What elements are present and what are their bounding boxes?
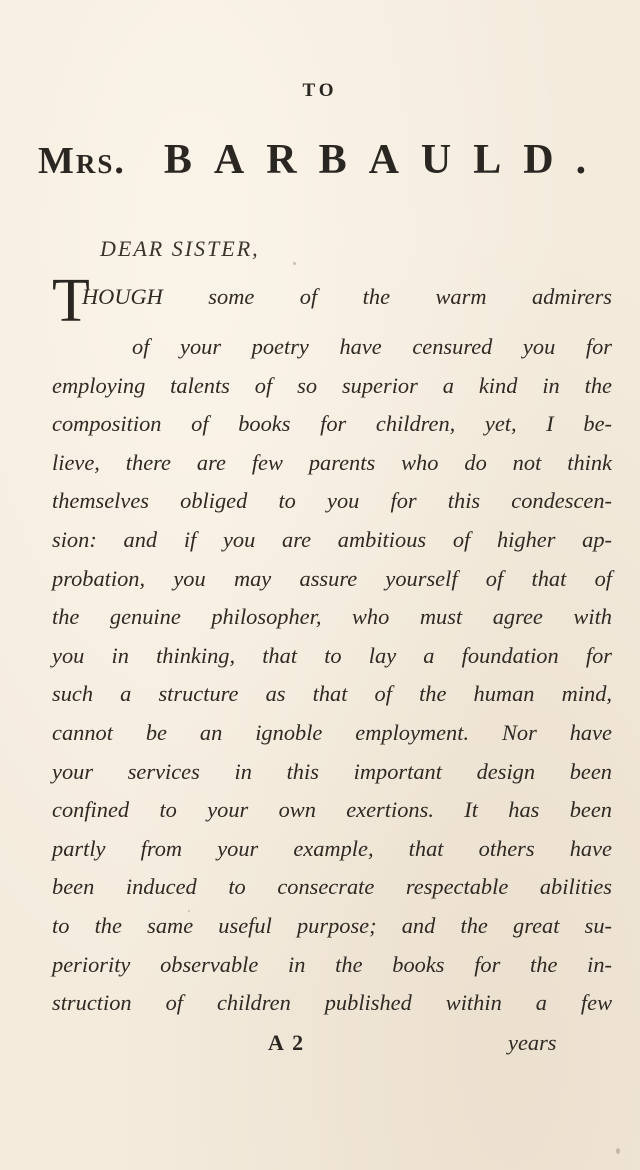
- text-line: the genuine philosopher, who must agree with: [52, 604, 612, 630]
- text-line: cannot be an ignoble employment. Nor have: [52, 719, 612, 745]
- paper-speck: [188, 910, 190, 912]
- text-line: sion: and if you are ambitious of higher ap-: [52, 526, 612, 552]
- text-line: periority observable in the books for the in-: [52, 951, 612, 977]
- drop-cap: T: [52, 267, 90, 335]
- text-line: composition of books for children, yet, I be-: [52, 411, 612, 437]
- text-line: to the same useful purpose; and the great su-: [52, 912, 612, 938]
- letter-body: [52, 267, 612, 1023]
- addressee-honorific: Mrs.: [38, 140, 126, 182]
- text-line: confined to your own exertions. It has been: [52, 797, 612, 823]
- page-foot: [0, 1030, 640, 1070]
- text-line: partly from your example, that others have: [52, 835, 612, 861]
- text-line: employing talents of so superior a kind in the: [52, 372, 612, 398]
- dedication-to: TO: [302, 80, 338, 101]
- text-line: such a structure as that of the human mind,: [52, 681, 612, 707]
- addressee-surname: BARBAULD.: [163, 137, 609, 183]
- first-line-text: HOUGH some of the warm admirers: [82, 284, 612, 309]
- first-line: [52, 267, 612, 335]
- text-line: of your poetry have censured you for: [132, 334, 612, 359]
- paper-speck: [616, 1148, 620, 1154]
- salutation: DEAR SISTER,: [100, 236, 260, 261]
- text-line: you in thinking, that to lay a foundation for: [52, 642, 612, 668]
- text-line: themselves obliged to you for this condescen-: [52, 488, 612, 514]
- signature-mark: A 2: [268, 1030, 306, 1055]
- catchword: years: [508, 1030, 557, 1055]
- dedication-addressee: [38, 136, 608, 184]
- text-line: your services in this important design been: [52, 758, 612, 784]
- text-line: struction of children published within a few: [52, 990, 612, 1016]
- paper-speck: [293, 262, 296, 265]
- text-line: been induced to consecrate respectable abilities: [52, 874, 612, 900]
- text-line: probation, you may assure yourself of that of: [52, 565, 612, 591]
- text-line: lieve, there are few parents who do not think: [52, 449, 612, 475]
